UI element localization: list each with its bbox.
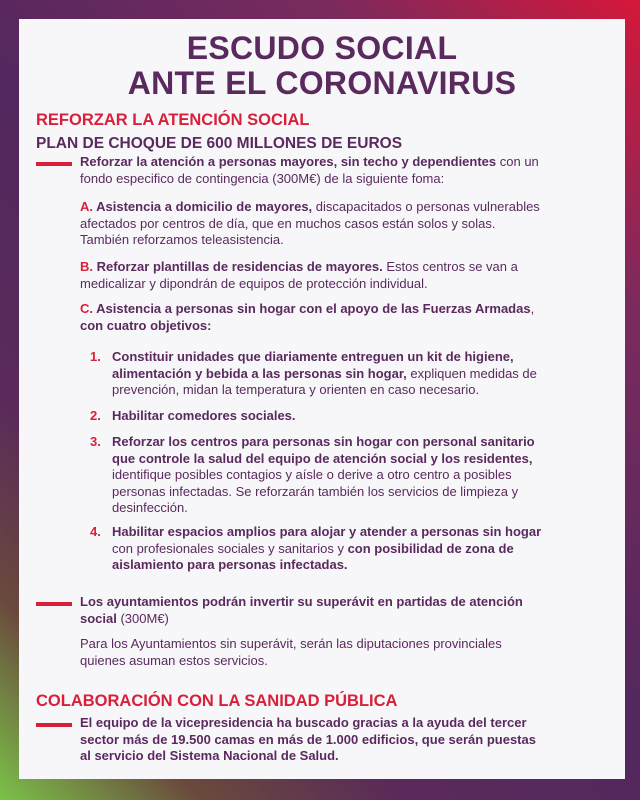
ayuntamientos-note bbox=[80, 636, 610, 669]
num-4: 4. bbox=[90, 524, 101, 539]
bullet-1-normal-1: con un bbox=[496, 154, 539, 169]
poster-title bbox=[19, 31, 625, 101]
note-line-1: Para los Ayuntamientos sin superávit, serán las diputaciones provinciales bbox=[80, 636, 502, 651]
num-1-line-3: prevención, midan la temperatura y orienten en caso necesario. bbox=[112, 382, 480, 397]
num-3-line-5: desinfección. bbox=[112, 500, 188, 515]
num-2-line-1: Habilitar comedores sociales. bbox=[112, 408, 296, 423]
bullet-bar-1 bbox=[36, 162, 72, 166]
bullet-2-text bbox=[80, 594, 610, 627]
title-line-1: ESCUDO SOCIAL bbox=[186, 30, 458, 66]
bullet-2-normal: (300M€) bbox=[116, 610, 169, 626]
numbered-item-1 bbox=[112, 349, 612, 399]
num-3-line-4: personas infectadas. Se reforzarán también los servicios de limpieza y bbox=[112, 483, 519, 499]
numbered-item-2 bbox=[112, 408, 612, 425]
num-4-line-1: Habilitar espacios amplios para alojar y atender a personas sin hogar bbox=[112, 524, 542, 539]
item-a-rest-1: discapacitados o personas vulnerables bbox=[312, 199, 540, 214]
num-2: 2. bbox=[90, 408, 101, 423]
numbered-item-4 bbox=[112, 524, 612, 574]
num-3-line-2: que controle la salud del equipo de atención social y los residentes, bbox=[112, 450, 533, 466]
bullet-2-bold-1: Los ayuntamientos podrán invertir su superávit en partidas de atención bbox=[80, 594, 523, 609]
item-b-rest-2: medicalizar y dipondrán de equipos de protección individual. bbox=[80, 275, 428, 291]
item-a bbox=[80, 199, 610, 249]
item-a-bold: Asistencia a domicilio de mayores, bbox=[93, 199, 313, 214]
num-3: 3. bbox=[90, 434, 101, 449]
item-a-rest-2: afectados por centros de día, que en muchos casos están solos y solas. bbox=[80, 215, 496, 231]
item-c bbox=[80, 301, 610, 334]
item-a-letter: A. bbox=[80, 199, 93, 214]
num-1-line-2-bold: alimentación y bebida a las personas sin hogar, bbox=[112, 365, 407, 381]
bullet-1-bold: Reforzar la atención a personas mayores, sin techo y dependientes bbox=[80, 154, 497, 169]
item-c-comma: , bbox=[530, 301, 535, 316]
num-4-line-2-normal: con profesionales sociales y sanitarios y bbox=[112, 540, 344, 556]
section2-line-3: al servicio del Sistema Nacional de Salud. bbox=[80, 748, 339, 763]
section1-subheading: PLAN DE CHOQUE DE 600 MILLONES DE EUROS bbox=[36, 135, 403, 152]
section1-heading: REFORZAR LA ATENCIÓN SOCIAL bbox=[36, 111, 310, 129]
item-c-bold-2: con cuatro objetivos: bbox=[80, 317, 212, 333]
item-b-rest-1: Estos centros se van a bbox=[382, 259, 518, 274]
bullet-bar-3 bbox=[36, 723, 72, 727]
num-1-line-2-normal: expliquen medidas de bbox=[406, 365, 537, 381]
section2-line-1: El equipo de la vicepresidencia ha buscado gracias a la ayuda del tercer bbox=[80, 715, 527, 730]
note-line-2: quienes asuman estos servicios. bbox=[80, 652, 268, 668]
section2-text bbox=[80, 715, 610, 765]
item-c-letter: C. bbox=[80, 301, 93, 316]
num-3-line-1: Reforzar los centros para personas sin hogar con personal sanitario bbox=[112, 434, 535, 449]
bullet-bar-2 bbox=[36, 602, 72, 606]
num-4-line-3: aislamiento para personas infectadas. bbox=[112, 557, 348, 572]
num-3-line-3: identifique posibles contagios y aísle o derive a otro centro a posibles bbox=[112, 467, 512, 482]
title-line-2: ANTE EL CORONAVIRUS bbox=[127, 65, 517, 101]
bullet-2-bold-2: social bbox=[80, 610, 117, 626]
item-b-bold: Reforzar plantillas de residencias de mayores. bbox=[93, 259, 383, 274]
item-c-bold-1: Asistencia a personas sin hogar con el apoyo de las Fuerzas Armadas bbox=[93, 301, 531, 316]
bullet-1-normal-2: fondo especifico de contingencia (300M€) de la siguiente foma: bbox=[80, 170, 445, 186]
num-4-line-2-bold: con posibilidad de zona de bbox=[343, 540, 514, 556]
numbered-item-3 bbox=[112, 434, 612, 517]
item-b-letter: B. bbox=[80, 259, 93, 274]
section2-heading: COLABORACIÓN CON LA SANIDAD PÚBLICA bbox=[36, 692, 398, 710]
poster-card bbox=[19, 19, 625, 779]
section2-line-2: sector más de 19.500 camas en más de 1.000 edificios, que serán puestas bbox=[80, 731, 536, 747]
bullet-1-text bbox=[80, 154, 610, 187]
item-b bbox=[80, 259, 610, 292]
item-a-rest-3: También reforzamos teleasistencia. bbox=[80, 232, 284, 247]
num-1-line-1: Constituir unidades que diariamente entreguen un kit de higiene, bbox=[112, 349, 514, 364]
num-1: 1. bbox=[90, 349, 101, 364]
